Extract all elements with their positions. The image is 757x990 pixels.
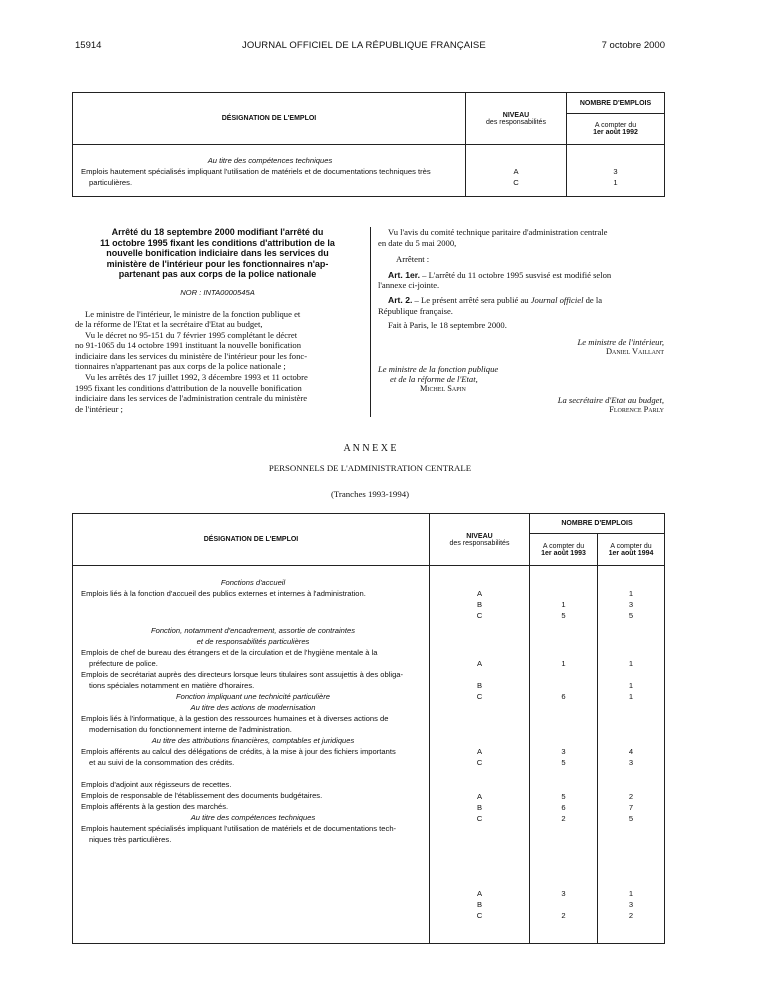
table-row: préfecture de police. — [89, 659, 158, 668]
niveau-value — [430, 854, 529, 865]
nombre-1993-value — [530, 824, 597, 843]
col-nombre: NOMBRE D'EMPLOIS — [567, 93, 665, 114]
text-line: Vu le décret no 95-151 du 7 février 1995 complétant le décret — [85, 329, 298, 340]
table-row: niques très particulières. — [89, 835, 172, 844]
niveau-value: A — [476, 589, 483, 598]
col-1994-2: 1er août 1994 — [608, 549, 654, 557]
nombre-1994-value: 3 — [628, 600, 634, 609]
annexe-tranches: (Tranches 1993-1994) — [330, 489, 410, 499]
table-row: Emplois de secrétariat auprès des directeurs lorsque leurs titulaires sont assujettis à des obliga- — [81, 670, 404, 679]
section-label: Au titre des actions de modernisation — [190, 703, 316, 712]
text-line: de l'intérieur ; — [75, 403, 123, 414]
signature-block-2 — [378, 364, 548, 393]
niveau-value: A — [476, 792, 483, 801]
table1-niveau-cell — [466, 145, 567, 197]
col-niveau-sub: des responsabilités — [486, 118, 546, 126]
nombre-1994-value: 2 — [628, 911, 634, 920]
nombre-1994-value: 1 — [628, 589, 634, 598]
text-line: de la — [583, 294, 603, 305]
table2-designation-cell — [73, 566, 430, 944]
niveau-value — [430, 669, 529, 680]
section-label: et de responsabilités particulières — [196, 637, 310, 646]
nombre-1993-value — [530, 899, 597, 910]
niveau-value: B — [476, 900, 483, 909]
arretent: Arrêtent : — [396, 254, 430, 265]
table-row: Emplois de responsable de l'établissement des documents budgétaires. — [81, 791, 323, 800]
table1-nombre-cell — [567, 145, 665, 197]
nombre-1994-value — [598, 702, 664, 735]
paragraph-preamble — [75, 309, 360, 415]
nombre-1993-value — [530, 680, 597, 691]
nombre-1994-value — [598, 621, 664, 658]
niveau-value — [430, 824, 529, 843]
nombre-1993-value: 6 — [561, 803, 566, 812]
title-line: ministère de l'intérieur pour les fonctionnaires n'ap- — [106, 258, 329, 269]
col-nombre: NOMBRE D'EMPLOIS — [530, 514, 665, 534]
niveau-value: C — [476, 911, 483, 920]
col-niveau — [466, 93, 567, 145]
niveau-value: B — [476, 803, 483, 812]
nombre-1994-value: 1 — [628, 889, 634, 898]
table-row: Emplois liés à l'informatique, à la gestion des ressources humaines et à diverses actions de — [81, 714, 389, 723]
col-1993-1: A compter du — [542, 542, 585, 550]
text-line: – Le présent arrêté sera publié au — [412, 294, 531, 305]
col-1993-2: 1er août 1993 — [541, 549, 586, 557]
title-line: 11 octobre 1995 fixant les conditions d'attribution de la — [100, 237, 335, 248]
annexe-title: A N N E X E — [343, 443, 397, 454]
article-2 — [378, 295, 664, 306]
signatory-role: La secrétaire d'Etat au budget, — [557, 395, 664, 405]
nombre-1993-value — [530, 621, 597, 658]
table-row: Emplois de chef de bureau des étrangers et de la circulation et de l'hygiène mentale à la — [81, 648, 378, 657]
niveau-value: C — [513, 178, 519, 187]
nombre-1993-value: 2 — [561, 814, 566, 823]
niveau-value: A — [476, 747, 483, 756]
nombre-1994-value: 4 — [628, 747, 634, 756]
niveau-value: A — [476, 659, 483, 668]
text-line: de la réforme de l'Etat et la secrétaire d'Etat au budget, — [75, 319, 263, 330]
table2-1994-cell — [598, 566, 665, 944]
nombre-1994-value — [598, 843, 664, 854]
article-1-label: Art. 1er. — [388, 269, 421, 280]
table-row: Emplois liés à la fonction d'accueil des publics externes et internes à l'administration. — [81, 589, 366, 598]
nombre-1994-value: 5 — [628, 814, 634, 823]
niveau-value: A — [513, 167, 519, 176]
nombre-1993-value — [530, 854, 597, 865]
table-row: tions spéciales notamment en matière d'horaires. — [89, 681, 255, 690]
nombre-1994-value: 1 — [628, 692, 634, 701]
table-row: Emplois hautement spécialisés impliquant l'utilisation de matériels et de documentations techniques très — [81, 167, 431, 176]
nombre-1994-value — [598, 854, 664, 865]
text-line: Vu l'avis du comité technique paritaire d'administration centrale — [388, 227, 608, 237]
table2-1993-cell — [530, 566, 598, 944]
nombre-1994-value: 1 — [628, 659, 634, 668]
section-label: Fonctions d'accueil — [220, 578, 286, 587]
text-line: Vu les arrêtés des 17 juillet 1992, 3 décembre 1993 et 11 octobre — [85, 372, 308, 383]
nombre-1994-value: 2 — [628, 792, 634, 801]
text-line: indiciaire dans les services de l'administration centrale du ministère — [75, 393, 308, 404]
niveau-value: A — [476, 889, 483, 898]
table-top — [72, 92, 665, 197]
col-niveau — [430, 514, 530, 566]
niveau-value — [430, 865, 529, 888]
section-label: Au titre des attributions financières, comptables et juridiques — [151, 736, 355, 745]
nombre-1993-value: 5 — [561, 792, 566, 801]
table-row: Emplois afférents au calcul des délégations de crédits, à la mise à jour des fichiers importants — [81, 747, 396, 756]
nombre-1993-value: 3 — [561, 747, 566, 756]
right-column — [378, 227, 664, 358]
nombre-1993-value: 6 — [561, 692, 566, 701]
col-niveau-label: NIVEAU — [502, 111, 530, 119]
nombre-1993-value: 5 — [561, 758, 566, 767]
niveau-value — [430, 735, 529, 746]
niveau-value: B — [476, 681, 483, 690]
niveau-value — [430, 702, 529, 735]
text-line: no 91-1065 du 14 octobre 1991 instituant la nouvelle bonification — [75, 340, 302, 351]
signing-place-date: Fait à Paris, le 18 septembre 2000. — [388, 320, 507, 331]
table-annexe — [72, 513, 665, 944]
column-divider — [370, 227, 371, 417]
col-designation: DÉSIGNATION DE L'EMPLOI — [73, 514, 430, 566]
col-niveau-label: NIVEAU — [466, 532, 493, 540]
col-1994 — [598, 534, 665, 566]
section-label: Fonction impliquant une technicité particulière — [175, 692, 331, 701]
text-line: tionnaires n'appartenant pas aux corps de la police nationale ; — [75, 361, 286, 372]
section-label: Au titre des compétences techniques — [190, 813, 316, 822]
section-label: Au titre des compétences techniques — [207, 156, 333, 165]
niveau-value: C — [476, 611, 483, 620]
niveau-value — [430, 843, 529, 854]
table-row: Emplois d'adjoint aux régisseurs de recettes. — [81, 780, 232, 789]
col-date — [567, 114, 665, 145]
niveau-value: C — [476, 814, 483, 823]
text-line: l'annexe ci-jointe. — [378, 280, 440, 291]
title-line: partenant pas aux corps de la police nationale — [118, 269, 317, 279]
signature-block-3 — [500, 395, 664, 414]
nombre-1993-value: 3 — [561, 889, 566, 898]
article-2-label: Art. 2. — [388, 294, 413, 305]
journal-ref: Journal officiel — [530, 294, 584, 305]
text-line: République française. — [378, 305, 453, 316]
nombre-value: 3 — [613, 167, 618, 176]
col-date-2: 1er août 1992 — [593, 129, 638, 136]
table-row: Emplois hautement spécialisés impliquant l'utilisation de matériels et de documentations tech- — [81, 824, 397, 833]
col-1994-1: A compter du — [610, 542, 652, 550]
col-date-1: A compter du — [594, 122, 637, 129]
nombre-1993-value — [530, 702, 597, 735]
signatory-name: Daniel Vaillant — [605, 347, 664, 357]
nombre-1994-value: 7 — [628, 803, 634, 812]
col-1993 — [530, 534, 598, 566]
niveau-value: C — [476, 758, 483, 767]
nombre-1994-value — [598, 735, 664, 746]
niveau-value: B — [476, 600, 483, 609]
nombre-1993-value — [530, 588, 597, 599]
title-line: Arrêté du 18 septembre 2000 modifiant l'arrêté du — [111, 227, 324, 237]
article-1 — [378, 270, 664, 281]
annexe-subtitle: PERSONNELS DE L'ADMINISTRATION CENTRALE — [268, 463, 472, 473]
nombre-1993-value — [530, 843, 597, 854]
signatory-name: Michel Sapin — [420, 384, 466, 393]
nombre-1993-value — [530, 669, 597, 680]
section-label: Fonction, notamment d'encadrement, assortie de contraintes — [150, 626, 356, 635]
signatory-name: Florence Parly — [609, 405, 664, 414]
nombre-1994-value: 1 — [628, 681, 634, 690]
niveau-value — [430, 621, 529, 658]
nombre-1993-value: 1 — [561, 600, 566, 609]
table-row: modernisation du fonctionnement interne de l'administration. — [89, 725, 292, 734]
nombre-value: 1 — [613, 178, 618, 187]
text-line: indiciaire dans les services du ministère de l'intérieur pour les fonc- — [75, 350, 308, 361]
page-number: 15914 — [75, 40, 102, 51]
nombre-1994-value — [598, 768, 664, 791]
table-row: et au suivi de la consommation des crédits. — [89, 758, 235, 767]
text-line: en date du 5 mai 2000, — [378, 237, 457, 248]
issue-date: 7 octobre 2000 — [601, 40, 665, 51]
table-row: Emplois afférents à la gestion des marchés. — [81, 802, 229, 811]
nombre-1994-value — [598, 669, 664, 680]
nombre-1993-value: 1 — [561, 659, 566, 668]
text-line: Le ministre de l'intérieur, le ministre de la fonction publique et — [85, 308, 301, 319]
signatory-role: Le ministre de la fonction publique — [378, 364, 499, 374]
nombre-1994-value: 3 — [628, 758, 634, 767]
nor-reference: NOR : INTA0000545A — [180, 287, 255, 297]
decree-title — [75, 227, 360, 280]
nombre-1993-value — [530, 735, 597, 746]
nombre-1994-value — [598, 865, 664, 888]
col-designation: DÉSIGNATION DE L'EMPLOI — [73, 93, 466, 145]
signatory-role: et de la réforme de l'Etat, — [390, 374, 478, 384]
nombre-1993-value — [530, 768, 597, 791]
text-line: – L'arrêté du 11 octobre 1995 susvisé est modifié selon — [420, 269, 612, 280]
nombre-1994-value: 5 — [628, 611, 634, 620]
nombre-1993-value — [530, 865, 597, 888]
table2-niveau-cell — [430, 566, 530, 944]
journal-title: JOURNAL OFFICIEL DE LA RÉPUBLIQUE FRANÇAISE — [242, 40, 486, 51]
niveau-value: C — [476, 692, 483, 701]
table1-designation-cell — [73, 145, 466, 197]
table-row: particulières. — [89, 178, 133, 187]
nombre-1993-value: 5 — [561, 611, 566, 620]
nombre-1994-value: 3 — [628, 900, 634, 909]
niveau-value — [430, 768, 529, 791]
nombre-1993-value: 2 — [561, 911, 566, 920]
signatory-role: Le ministre de l'intérieur, — [577, 336, 664, 347]
title-line: nouvelle bonification indiciaire dans les services du — [106, 248, 329, 258]
col-niveau-sub: des responsabilités — [449, 539, 510, 547]
nombre-1994-value — [598, 824, 664, 843]
left-column — [75, 227, 360, 414]
text-line: 1995 fixant les conditions d'attribution de la nouvelle bonification — [75, 382, 302, 393]
